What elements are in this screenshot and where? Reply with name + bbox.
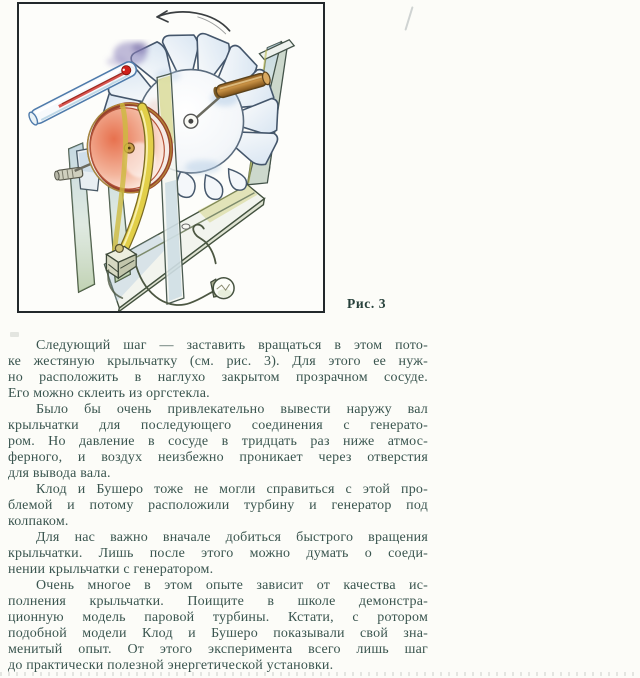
- text-line: колпаком.: [8, 514, 69, 529]
- impeller-blade: [205, 175, 223, 200]
- scan-artifact: [404, 6, 413, 30]
- text-line: ферного, и воздух неизбежно проникает через отверстия: [8, 450, 428, 465]
- figure-frame: [17, 2, 325, 313]
- body-text: [8, 338, 428, 674]
- text-line: подобной модели Клод и Бушеро показывали свой зна-: [8, 626, 428, 641]
- scan-noise: [0, 672, 640, 676]
- text-line: Было бы очень привлекательно вывести наружу вал: [36, 402, 428, 417]
- text-line: крыльчатки для последующего соединения с генерато-: [8, 418, 428, 433]
- text-line: но расположить в наглухо закрытом прозрачном сосуде.: [8, 370, 428, 385]
- text-line: до практически полезной энергетической установки.: [8, 658, 334, 673]
- text-line: нении крыльчатки с генератором.: [8, 562, 214, 577]
- text-line: Очень многое в этом опыте зависит от качества ис-: [36, 578, 428, 593]
- impeller-blade: [176, 171, 195, 197]
- text-line: менитый опыт. От этого эксперимента всего лишь шаг: [8, 642, 428, 657]
- text-line: ционную модель паровой турбины. Кстати, с ротором: [8, 610, 428, 625]
- text-line: Его можно склеить из оргстекла.: [8, 386, 210, 401]
- fan-hub: [184, 114, 198, 128]
- text-line: полнения крыльчатки. Поищите в школе демонстра-: [8, 594, 428, 609]
- figure-illustration: [19, 4, 323, 311]
- text-line: для вывода вала.: [8, 466, 111, 481]
- text-line: ром. Но давление в сосуде в тридцать раз ниже атмос-: [8, 434, 428, 449]
- scan-mark: [10, 332, 19, 337]
- impeller-blade: [229, 169, 247, 190]
- text-line: Клод и Бушеро тоже не могли справиться с этой про-: [36, 482, 428, 497]
- text-line: ке жестяную крыльчатку (см. рис. 3). Для этого ее нуж-: [8, 354, 428, 369]
- light-bulb: [211, 278, 234, 299]
- text-line: Следующий шаг — заставить вращаться в этом пото-: [36, 338, 428, 353]
- rotation-arrow: [157, 11, 230, 34]
- text-line: крыльчатки. Лишь после этого можно думать о соеди-: [8, 546, 428, 561]
- text-line: блемой и потому расположили турбину и генератор под: [8, 498, 428, 513]
- text-line: Для нас важно вначале добиться быстрого вращения: [36, 530, 428, 545]
- figure-caption: Рис. 3: [347, 296, 387, 311]
